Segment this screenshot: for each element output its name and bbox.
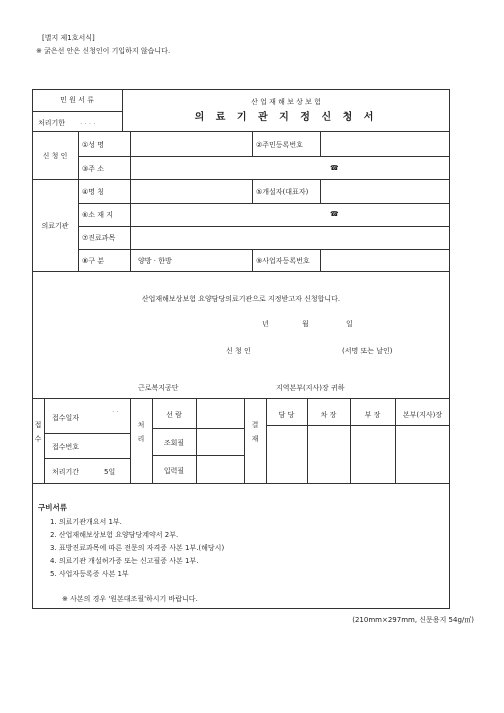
divider [320,179,321,203]
branch-addressee: 지역본부(지사)장 귀하 [276,384,345,392]
divider [252,249,253,271]
divider [78,249,450,250]
notice-text: ※ 굵은선 안은 신청인이 기입하지 않습니다. [36,47,171,55]
divider [78,156,450,157]
sign-note: (서명 또는 날인) [342,347,393,355]
divider [44,458,130,459]
institution-section-label: 의료기관 [41,222,69,230]
category-label: ⑧구 분 [82,257,105,265]
entry-label: 입력필 [163,467,185,475]
processing-label: 처리기한 [38,119,66,127]
day-label: 일 [346,320,353,328]
attachments-note: ※ 사본의 경우 '원본대조필'하시기 바랍니다. [62,595,198,603]
attachment-item: 4. 의료기관 개설허가증 또는 신고필증 사본 1부. [50,557,199,565]
divider [78,131,79,271]
attachment-item: 3. 표방진료과목에 따른 전문의 자격증 사본 1부.(해당시) [50,544,225,552]
approver-staff: 담 당 [278,411,295,419]
divider [32,179,450,180]
civil-docs-label: 민 원 서 류 [60,96,94,104]
attachment-item: 5. 사업자등록증 사본 1부 [50,570,129,578]
divider [130,131,131,271]
receipt-date-dots: . . [112,406,119,414]
location-label: ⑥소 재 지 [82,211,114,219]
divider [196,398,197,483]
proc-period-label: 처리기간 [52,468,80,476]
attachment-item: 1. 의료기관개요서 1부. [50,518,122,526]
approval-label: 결 재 [251,421,259,443]
approver-manager: 부 장 [364,411,381,419]
divider [44,398,45,483]
founder-label: ⑤개설자(대표자) [256,188,309,196]
year-label: 년 [262,320,269,328]
form-id: [별지 제1호서식] [42,34,95,42]
rrn-label: ②주민등록번호 [256,141,303,149]
statement-text: 산업재해보상보험 요양담당의료기관으로 지정받고자 신청합니다. [141,295,341,303]
divider [32,398,450,399]
divider [152,428,244,429]
department-label: ⑦진료과목 [82,234,116,242]
paper-spec: (210mm×297mm, 신문용지 54g/㎡) [352,616,474,624]
divider [32,111,122,112]
divider [44,433,130,434]
divider [266,425,450,426]
receipt-date-label: 접수일자 [52,414,80,422]
phone-icon: ☎ [330,210,339,218]
divider [78,203,450,204]
applicant-section-label: 신 청 인 [42,152,68,160]
processing-dots: . . . . [80,118,96,126]
attachment-item: 2. 산업재해보상보험 요양담당계약서 2부. [50,531,179,539]
address-label: ③주 소 [82,165,105,173]
phone-icon: ☎ [330,164,339,172]
form-title: 의 료 기 관 지 정 신 청 서 [194,112,378,123]
approver-deputy: 차 장 [320,411,337,419]
month-label: 월 [302,320,309,328]
divider [78,226,450,227]
inquiry-label: 조회필 [163,439,185,447]
divider [32,271,450,272]
divider [320,249,321,271]
receipt-label: 접 수 [34,421,42,443]
approver-head: 본부(지사)장 [402,411,443,419]
divider [252,179,253,203]
agency-name: 근로복지공단 [138,384,179,392]
process-label: 처 리 [137,421,145,443]
divider [152,455,244,456]
law-name: 산 업 재 해 보 상 보 험 [251,98,321,106]
applicant-sign-label: 신 청 인 [226,347,251,355]
divider [32,483,450,484]
institution-name-label: ④명 칭 [82,188,105,196]
divider [32,131,450,132]
bizno-label: ⑨사업자등록번호 [256,257,310,265]
receipt-no-label: 접수번호 [52,443,80,451]
category-options: 양방 · 한방 [138,257,172,265]
proc-period-value: 5일 [104,468,116,476]
name-label: ①성 명 [82,141,105,149]
divider [320,131,321,156]
review-label: 선 람 [166,411,182,419]
divider [252,131,253,156]
attachments-title: 구비서류 [38,503,67,512]
